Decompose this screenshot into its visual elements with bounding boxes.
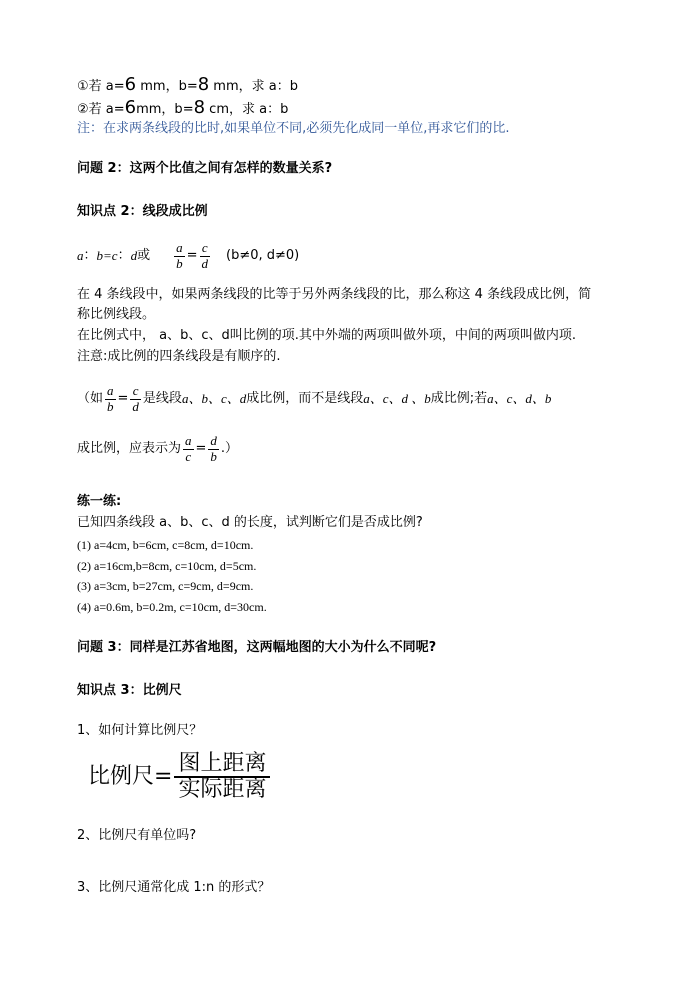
q1-value-b: 8: [197, 74, 210, 95]
fraction-numerator: d: [210, 433, 217, 449]
knowledge-2-title: 知识点 2：线段成比例: [77, 204, 208, 219]
fraction-numerator: a: [185, 433, 192, 449]
example-fraction-d-b: [208, 434, 219, 464]
q2-value-b: 8: [193, 97, 206, 118]
example-fraction-a-c: [183, 434, 194, 464]
fraction-denominator: b: [107, 398, 114, 414]
formula-b: b: [96, 248, 104, 264]
definition-line-2: 称比例线段。: [77, 307, 156, 322]
question-3: 问题 3：同样是江苏省地图，这两幅地图的大小为什么不同呢?: [77, 640, 437, 655]
example-text-2: 成比例，而不是线段: [246, 391, 364, 407]
question-line-2: [77, 97, 288, 119]
q2-prefix: ②若 a=: [77, 102, 125, 117]
scale-question-1: 1、如何计算比例尺？: [77, 723, 203, 738]
fraction-numerator: c: [200, 241, 211, 256]
practice-item-4: (4) a=0.6m, b=0.2m, c=10cm, d=30cm.: [77, 600, 267, 614]
formula-a: a: [77, 248, 84, 264]
q2-suffix: cm，求 a：b: [205, 102, 289, 117]
fraction-numerator: c: [130, 384, 141, 399]
fraction-denominator: b: [176, 255, 183, 271]
practice-question: 已知四条线段 a、b、c、d 的长度，试判断它们是否成比例?: [77, 515, 423, 530]
proportion-formula: [77, 238, 299, 274]
unit-note: 注：在求两条线段的比时,如果单位不同,必须先化成同一单位,再求它们的比.: [77, 121, 510, 136]
example-seq-1: a、b、c、d: [181, 391, 247, 407]
q2-value-a: 6: [124, 97, 137, 118]
q1-prefix: ①若 a=: [77, 79, 125, 94]
fraction-denominator: d: [132, 398, 139, 414]
formula-eq-c: =c: [103, 248, 118, 264]
formula-colon-2: ：: [117, 248, 131, 264]
example-text-3: 成比例;若: [430, 391, 488, 407]
fraction-numerator: a: [176, 240, 183, 256]
fraction-denominator: c: [185, 448, 192, 464]
scale-numerator: 图上距离: [174, 752, 270, 778]
fraction-a-over-b: [174, 241, 185, 271]
fraction-denominator: b: [210, 448, 217, 464]
scale-formula: [88, 752, 272, 802]
example-open: （如: [77, 391, 104, 407]
question-2: 问题 2：这两个比值之间有怎样的数量关系?: [77, 161, 333, 176]
formula-or: 或: [137, 248, 151, 264]
scale-fraction: [174, 752, 270, 802]
practice-item-2: (2) a=16cm,b=8cm, c=10cm, d=5cm.: [77, 559, 257, 573]
fraction-denominator: d: [201, 255, 208, 271]
q1-value-a: 6: [124, 74, 137, 95]
formula-colon-1: ：: [83, 248, 97, 264]
formula-d: d: [130, 248, 138, 264]
example-fraction-a-b: [105, 384, 116, 414]
fraction-numerator: a: [107, 383, 114, 399]
example-seq-2: a、c、d 、b: [363, 391, 431, 407]
terms-paragraph: 在比例式中， a、b、c、d叫比例的项.其中外端的两项叫做外项，中间的两项叫做内项.: [77, 328, 577, 343]
scale-question-2: 2、比例尺有单位吗?: [77, 828, 197, 843]
example-seq-3: a、c、d、b: [487, 391, 552, 407]
equals-sign: =: [195, 441, 207, 457]
definition-line-1: 在 4 条线段中，如果两条线段的比等于另外两条线段的比，那么称这 4 条线段成比例，简: [77, 287, 592, 302]
fraction-c-over-d: [200, 241, 211, 271]
example-line-1: [77, 381, 551, 417]
practice-item-1: (1) a=4cm, b=6cm, c=8cm, d=10cm.: [77, 538, 254, 552]
order-note: 注意:成比例的四条线段是有顺序的.: [77, 349, 281, 364]
equals-sign: =: [186, 248, 198, 264]
knowledge-3-title: 知识点 3：比例尺: [77, 683, 182, 698]
example-close: .）: [220, 441, 239, 457]
formula-condition: (b≠0, d≠0): [226, 248, 300, 264]
q1-suffix: mm，求 a：b: [209, 79, 298, 94]
equals-sign: =: [117, 391, 129, 407]
q2-mid: mm，b=: [136, 102, 194, 117]
example-text-1: 是线段: [142, 391, 182, 407]
example-fraction-c-d: [130, 384, 141, 414]
scale-formula-left: 比例尺=: [88, 763, 173, 789]
scale-question-3: 3、比例尺通常化成 1:n 的形式？: [77, 880, 271, 895]
q1-mid: mm，b=: [136, 79, 198, 94]
question-line-1: [77, 74, 298, 96]
example-text-4: 成比例，应表示为: [77, 441, 182, 457]
practice-item-3: (3) a=3cm, b=27cm, c=9cm, d=9cm.: [77, 579, 254, 593]
example-line-2: [77, 430, 238, 468]
practice-title: 练一练:: [77, 494, 122, 509]
scale-denominator: 实际距离: [178, 777, 267, 803]
